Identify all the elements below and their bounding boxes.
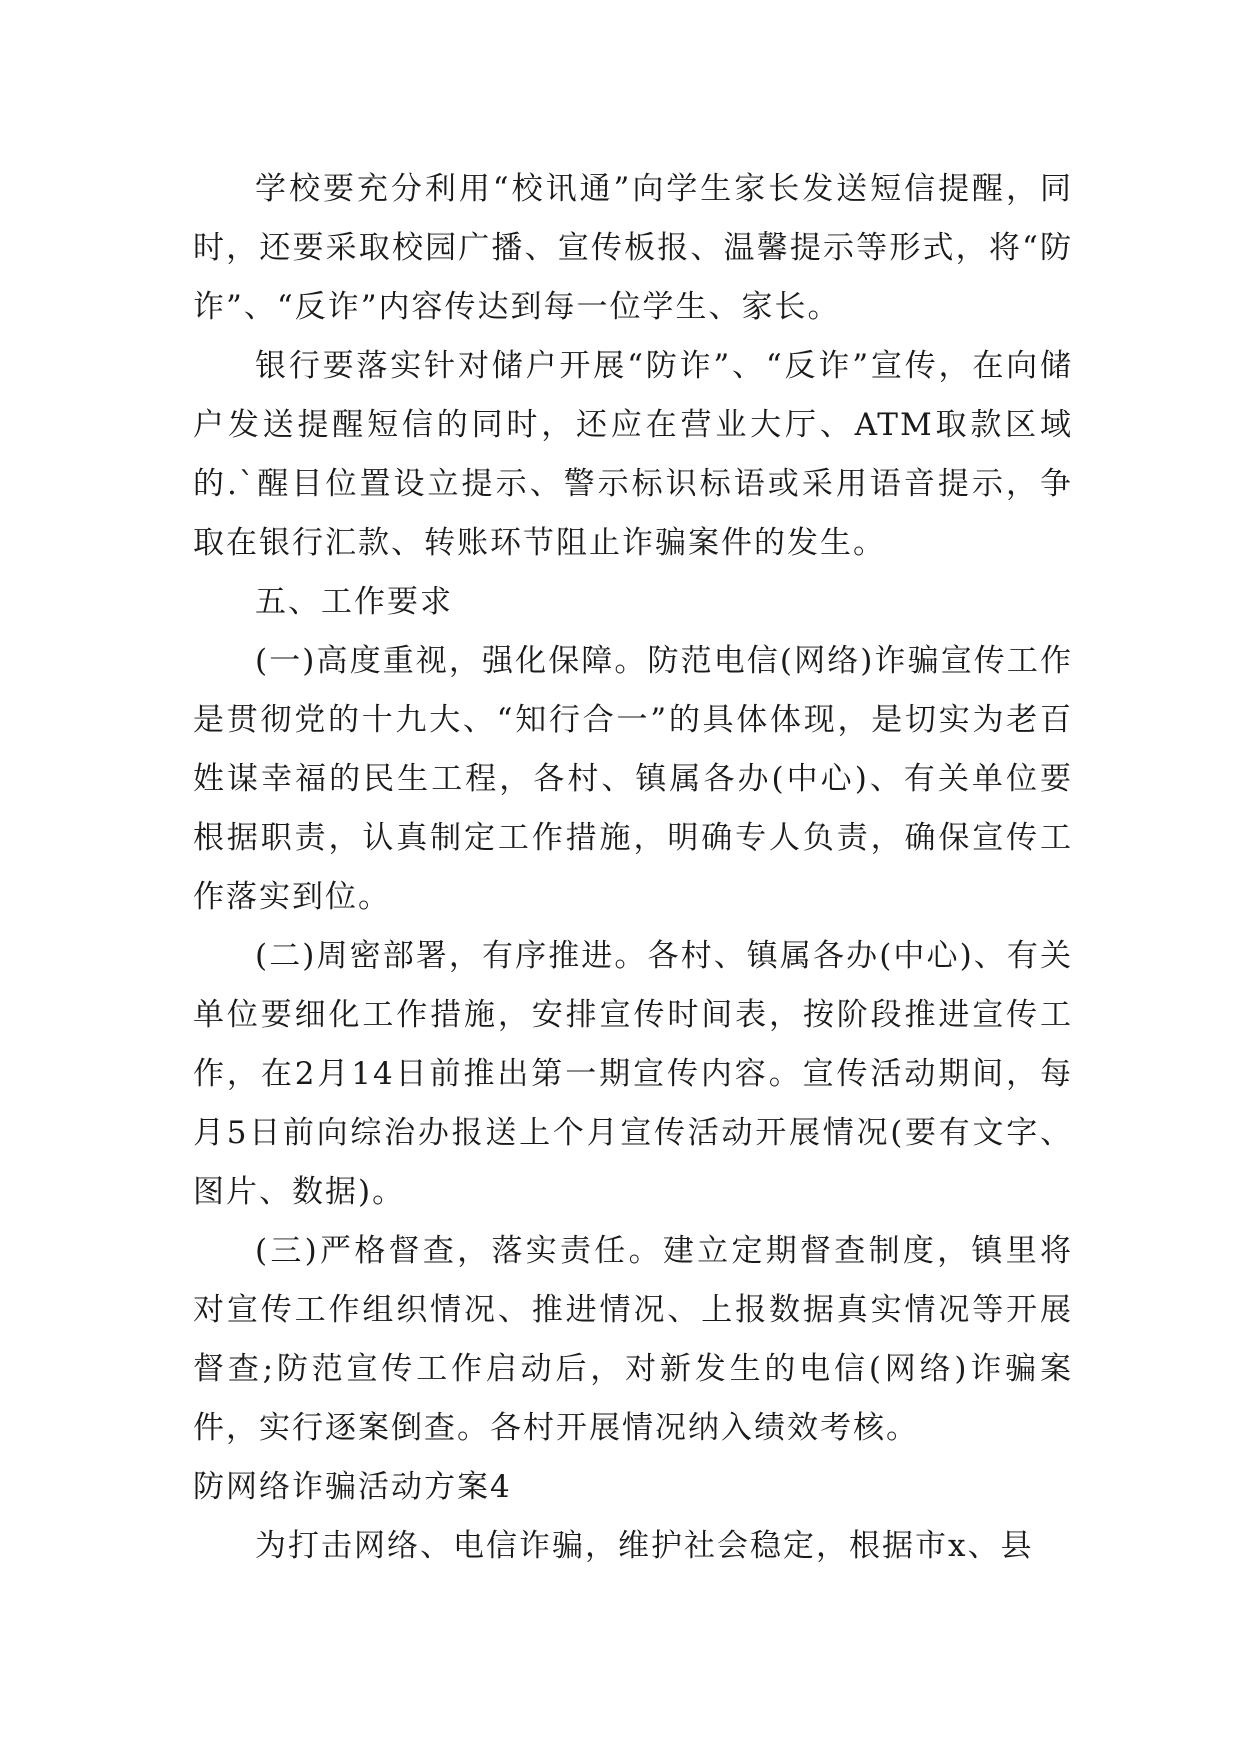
paragraph-plan-intro: 为打击网络、电信诈骗，维护社会稳定，根据市x、县	[255, 1528, 1034, 1564]
plan-title: 防网络诈骗活动方案4	[193, 1469, 512, 1505]
paragraph-bank-notice: 银行要落实针对储户开展“防诈”、“反诈”宣传，在向储户发送提醒短信的同时，还应在营业大厅、ATM取款区域的.`醒目位置设立提示、警示标识标语或采用语音提示，争取在银行汇款、转账环节阻止诈骗案件的发生。	[193, 348, 1073, 561]
document-body	[193, 160, 1073, 1576]
paragraph-school-notice: 学校要充分利用“校讯通”向学生家长发送短信提醒，同时，还要采取校园广播、宣传板报、温馨提示等形式，将“防诈”、“反诈”内容传达到每一位学生、家长。	[193, 171, 1073, 325]
paragraph-requirement-2: (二)周密部署，有序推进。各村、镇属各办(中心)、有关单位要细化工作措施，安排宣传时间表，按阶段推进宣传工作，在2月14日前推出第一期宣传内容。宣传活动期间，每月5日前向综治办报送上个月宣传活动开展情况(要有文字、图片、数据)。	[193, 938, 1073, 1210]
section-heading-work-requirements: 五、工作要求	[255, 584, 453, 620]
paragraph-requirement-3: (三)严格督查，落实责任。建立定期督查制度，镇里将对宣传工作组织情况、推进情况、上报数据真实情况等开展督查;防范宣传工作启动后，对新发生的电信(网络)诈骗案件，实行逐案倒查。各村开展情况纳入绩效考核。	[193, 1233, 1073, 1446]
paragraph-requirement-1: (一)高度重视，强化保障。防范电信(网络)诈骗宣传工作是贯彻党的十九大、“知行合一”的具体体现，是切实为老百姓谋幸福的民生工程，各村、镇属各办(中心)、有关单位要根据职责，认真制定工作措施，明确专人负责，确保宣传工作落实到位。	[193, 643, 1073, 915]
